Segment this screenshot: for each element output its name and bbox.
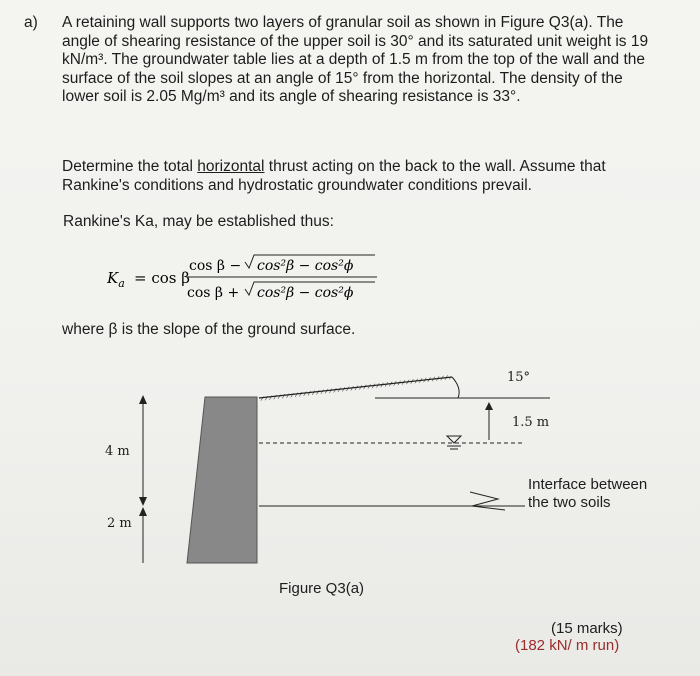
interface-label-line-2: the two soils [528, 494, 611, 511]
question-label: a) [24, 14, 38, 31]
interface-pointer [470, 492, 505, 510]
figure-caption: Figure Q3(a) [279, 580, 365, 597]
lower-height-arrowhead [139, 507, 147, 516]
formula-cos-beta: = cos β [134, 269, 190, 287]
formula-denominator-b: cos²β − cos²ϕ [257, 285, 354, 301]
formula-denominator-a: cos β + [187, 285, 240, 301]
upper-height-arrowhead-top [139, 395, 147, 404]
marks-label: (15 marks) [551, 620, 623, 637]
formula-numerator-a: cos β − [189, 258, 242, 274]
interface-label [528, 476, 647, 512]
lower-height-label: 2 m [107, 516, 132, 531]
slope-angle-label: 15° [507, 370, 531, 385]
rankine-intro: Rankine's Ka, may be established thus: [63, 213, 334, 230]
paragraph-2-underlined-word: horizontal [197, 158, 265, 175]
formula-numerator-b: cos²β − cos²ϕ [257, 258, 354, 274]
upper-height-label: 4 m [105, 444, 130, 459]
where-note: where β is the slope of the ground surface. [62, 321, 356, 338]
answer-label: (182 kN/ m run) [515, 637, 620, 654]
question-paragraph-1: A retaining wall supports two layers of granular soil as shown in Figure Q3(a). The angle of shearing resistance of the upper soil is 30° and its saturated unit weight is 19 kN/m³. The groundwater table lies at a depth of 1.5 m from the top of the wall and the surface of the soil slopes at an angle of 15° from the horizontal. The density of the lower soil is 2.05 Mg/m³ and its angle of shearing resistance is 33°. [62, 14, 649, 106]
gwt-depth-arrowhead [485, 402, 493, 410]
interface-label-line-1: Interface between [528, 476, 648, 493]
paragraph-2-start: Determine the total [62, 158, 198, 175]
upper-height-arrowhead-bottom [139, 497, 147, 506]
paragraph-2-end: thrust acting on the back to the wall. Assume that Rankine's conditions and hydrostatic groundwater conditions prevail. [62, 158, 606, 194]
ground-surface-line [259, 377, 452, 398]
slope-angle-arc [452, 377, 459, 398]
retaining-wall [187, 397, 257, 563]
formula-ka: $K_a$ [107, 269, 125, 290]
gwt-depth-label: 1.5 m [512, 415, 550, 430]
